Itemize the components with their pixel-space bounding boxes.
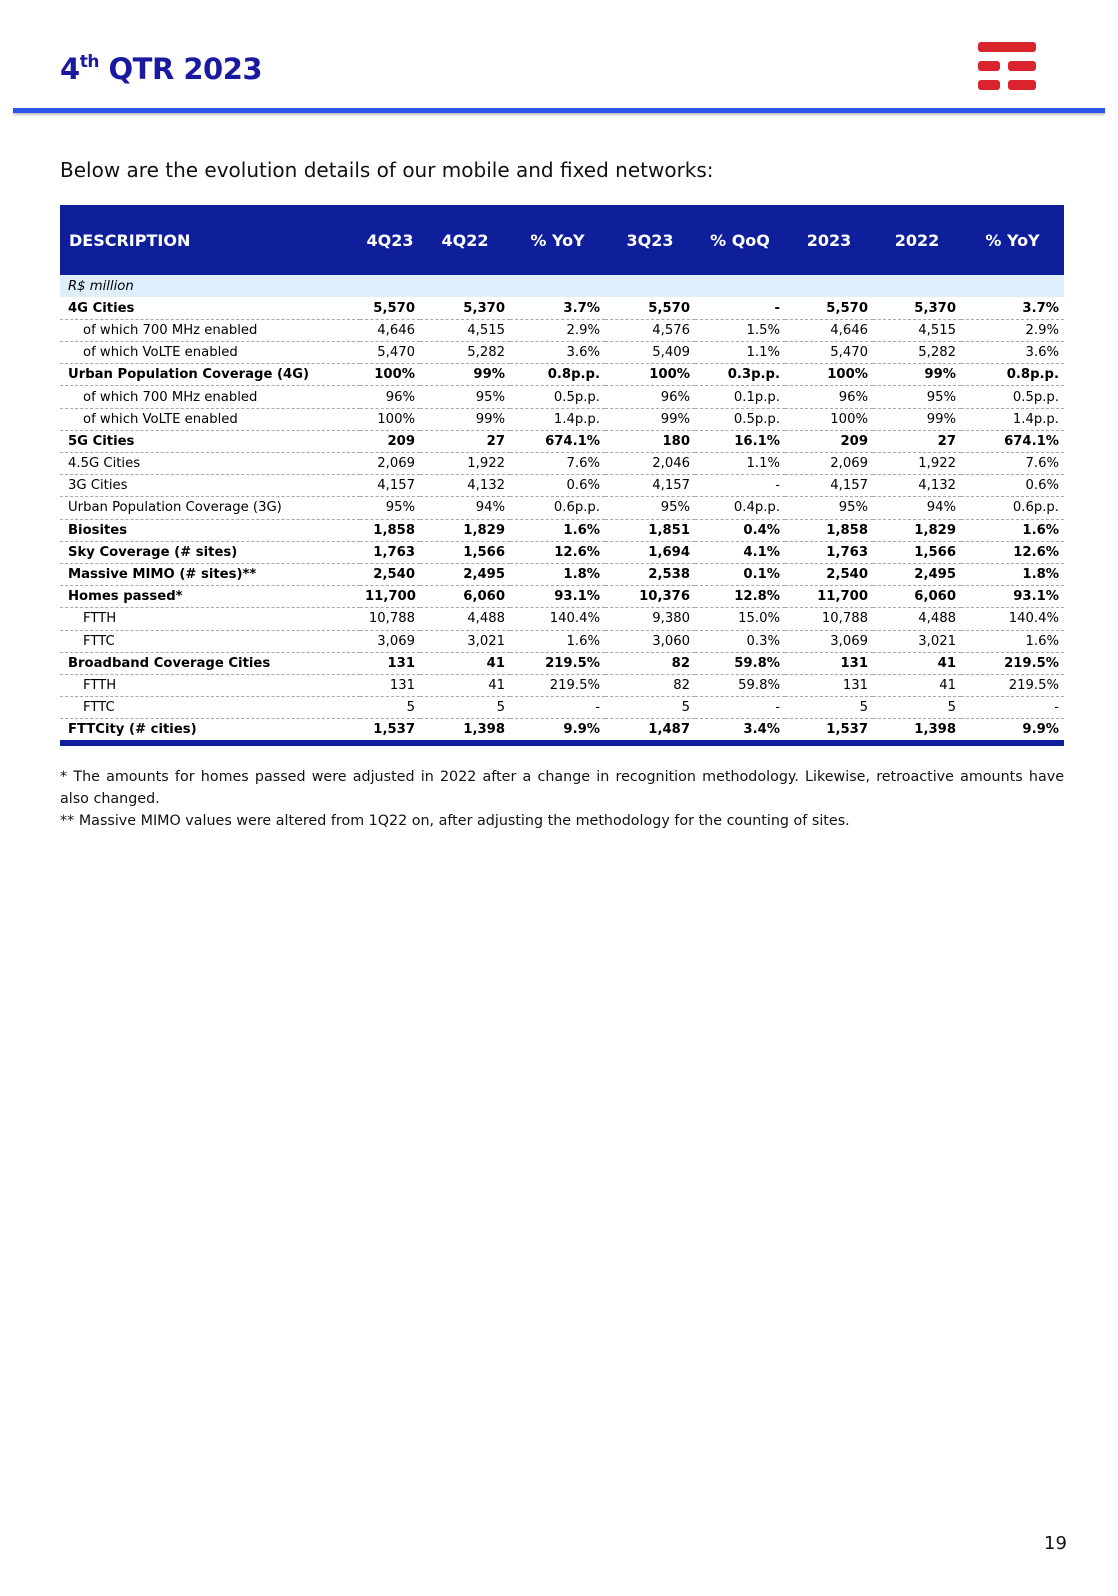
table-cell: 93.1%: [510, 586, 605, 608]
row-label: Homes passed*: [60, 586, 360, 608]
table-cell: 1.6%: [961, 519, 1064, 541]
page-title: 4th QTR 2023: [60, 52, 263, 86]
row-label: of which 700 MHz enabled: [60, 319, 360, 341]
table-cell: -: [695, 475, 785, 497]
table-cell: 10,788: [360, 608, 420, 630]
table-cell: 5,370: [873, 297, 961, 319]
table-cell: 99%: [420, 408, 510, 430]
table-cell: 1,694: [605, 541, 695, 563]
table-cell: 96%: [785, 386, 873, 408]
column-header: % YoY: [985, 230, 1040, 250]
table-cell: 5,370: [420, 297, 510, 319]
table-cell: 0.5p.p.: [961, 386, 1064, 408]
table-cell: 11,700: [785, 586, 873, 608]
column-header: % QoQ: [710, 230, 770, 250]
row-label: FTTC: [60, 630, 360, 652]
table-cell: 94%: [873, 497, 961, 519]
row-label: FTTC: [60, 697, 360, 719]
table-cell: 59.8%: [695, 652, 785, 674]
table-cell: 5: [873, 697, 961, 719]
table-cell: 6,060: [873, 586, 961, 608]
table-cell: 1.8%: [961, 563, 1064, 585]
table-cell: 5,470: [785, 342, 873, 364]
table-cell: 0.6p.p.: [510, 497, 605, 519]
table-cell: 2,495: [420, 563, 510, 585]
table-cell: 100%: [785, 364, 873, 386]
table-cell: 1.6%: [510, 630, 605, 652]
table-cell: 99%: [605, 408, 695, 430]
header-divider: [13, 108, 1105, 113]
table-row: [60, 497, 1064, 519]
table-cell: 1,851: [605, 519, 695, 541]
table-cell: -: [695, 297, 785, 319]
table-cell: 59.8%: [695, 674, 785, 696]
table-row: [60, 319, 1064, 341]
table-row: [60, 297, 1064, 319]
table-cell: 219.5%: [510, 652, 605, 674]
table-cell: 1,922: [873, 453, 961, 475]
intro-text: Below are the evolution details of our mobile and fixed networks:: [60, 158, 714, 182]
unit-row: [60, 275, 1064, 297]
table-cell: 0.4p.p.: [695, 497, 785, 519]
table-cell: 2,538: [605, 563, 695, 585]
row-label: of which VoLTE enabled: [60, 342, 360, 364]
table-cell: 7.6%: [961, 453, 1064, 475]
table-cell: 0.1p.p.: [695, 386, 785, 408]
column-header: 2023: [806, 230, 852, 250]
table-row: [60, 453, 1064, 475]
row-label: Sky Coverage (# sites): [60, 541, 360, 563]
table-cell: 100%: [360, 364, 420, 386]
table-cell: 1,398: [873, 719, 961, 744]
table-cell: 1,763: [785, 541, 873, 563]
table-cell: 4,646: [360, 319, 420, 341]
row-label: 4G Cities: [60, 297, 360, 319]
table-row: [60, 674, 1064, 696]
table-row: [60, 563, 1064, 585]
row-label: FTTH: [60, 674, 360, 696]
table-cell: 1.5%: [695, 319, 785, 341]
table-cell: 1,829: [873, 519, 961, 541]
table-cell: 94%: [420, 497, 510, 519]
table-cell: 674.1%: [961, 430, 1064, 452]
table-cell: 180: [605, 430, 695, 452]
row-label: Urban Population Coverage (4G): [60, 364, 360, 386]
table-cell: 219.5%: [510, 674, 605, 696]
table-cell: 1,829: [420, 519, 510, 541]
table-cell: 95%: [785, 497, 873, 519]
table-cell: 1,566: [420, 541, 510, 563]
table-cell: 131: [360, 652, 420, 674]
network-evolution-table: [60, 205, 1064, 746]
table-cell: 9.9%: [961, 719, 1064, 744]
table-row: [60, 519, 1064, 541]
table-cell: 82: [605, 674, 695, 696]
table-cell: 2,046: [605, 453, 695, 475]
table-cell: 3,021: [873, 630, 961, 652]
table-cell: 1,922: [420, 453, 510, 475]
footnotes: [60, 766, 1064, 832]
table-cell: 131: [785, 674, 873, 696]
table-row: [60, 408, 1064, 430]
table-cell: 4,157: [785, 475, 873, 497]
table-cell: 3.4%: [695, 719, 785, 744]
table-cell: 5,470: [360, 342, 420, 364]
row-label: of which 700 MHz enabled: [60, 386, 360, 408]
table-cell: 41: [873, 674, 961, 696]
table-cell: 219.5%: [961, 652, 1064, 674]
table-cell: 11,700: [360, 586, 420, 608]
table-row: [60, 342, 1064, 364]
table-cell: 4,157: [360, 475, 420, 497]
table-row: [60, 386, 1064, 408]
table-cell: 209: [785, 430, 873, 452]
row-label: 3G Cities: [60, 475, 360, 497]
table-cell: 2,540: [785, 563, 873, 585]
table-cell: 4,646: [785, 319, 873, 341]
table-cell: 1,487: [605, 719, 695, 744]
table-cell: 9.9%: [510, 719, 605, 744]
table-cell: 2,495: [873, 563, 961, 585]
table-cell: 99%: [873, 408, 961, 430]
table-cell: 95%: [360, 497, 420, 519]
table-row: [60, 364, 1064, 386]
column-header: % YoY: [530, 230, 585, 250]
table-cell: 3,021: [420, 630, 510, 652]
table-cell: 2.9%: [961, 319, 1064, 341]
table-cell: 5,570: [360, 297, 420, 319]
table-cell: 9,380: [605, 608, 695, 630]
table-cell: 131: [360, 674, 420, 696]
table-cell: 16.1%: [695, 430, 785, 452]
table-cell: 1,858: [360, 519, 420, 541]
table-cell: 4,488: [873, 608, 961, 630]
table-row: [60, 430, 1064, 452]
table-cell: 0.3p.p.: [695, 364, 785, 386]
table-cell: 1.4p.p.: [961, 408, 1064, 430]
table-cell: 1,398: [420, 719, 510, 744]
table-row: [60, 630, 1064, 652]
row-label: Biosites: [60, 519, 360, 541]
table-cell: 82: [605, 652, 695, 674]
table-cell: 1.6%: [961, 630, 1064, 652]
table-cell: 12.6%: [961, 541, 1064, 563]
table-cell: 1,858: [785, 519, 873, 541]
table-cell: 6,060: [420, 586, 510, 608]
table-cell: 2,069: [785, 453, 873, 475]
table-cell: 4,576: [605, 319, 695, 341]
table-cell: 3.7%: [961, 297, 1064, 319]
table-cell: 0.6%: [510, 475, 605, 497]
table-cell: 27: [873, 430, 961, 452]
table-cell: -: [961, 697, 1064, 719]
table-cell: 3,069: [785, 630, 873, 652]
row-label: Massive MIMO (# sites)**: [60, 563, 360, 585]
table-cell: 140.4%: [510, 608, 605, 630]
page-number: 19: [1044, 1533, 1067, 1554]
table-row: [60, 719, 1064, 744]
table-cell: 10,376: [605, 586, 695, 608]
table-cell: -: [695, 697, 785, 719]
table-cell: 5,282: [420, 342, 510, 364]
table-cell: 674.1%: [510, 430, 605, 452]
table-cell: 100%: [605, 364, 695, 386]
table-cell: 4,132: [420, 475, 510, 497]
table-cell: 2,540: [360, 563, 420, 585]
table-cell: 0.6p.p.: [961, 497, 1064, 519]
table-cell: 0.8p.p.: [510, 364, 605, 386]
table-cell: 41: [420, 674, 510, 696]
table-cell: 3.6%: [961, 342, 1064, 364]
table-cell: 1,537: [360, 719, 420, 744]
table-cell: 10,788: [785, 608, 873, 630]
table-cell: 5: [785, 697, 873, 719]
table-cell: 4,157: [605, 475, 695, 497]
unit-label: R$ million: [60, 275, 360, 297]
table-cell: 4,515: [873, 319, 961, 341]
table-cell: 0.8p.p.: [961, 364, 1064, 386]
table-cell: 5: [605, 697, 695, 719]
table-cell: 1,566: [873, 541, 961, 563]
table-cell: 1,763: [360, 541, 420, 563]
table-row: [60, 475, 1064, 497]
table-cell: 4.1%: [695, 541, 785, 563]
table-cell: 1.1%: [695, 342, 785, 364]
table-row: [60, 586, 1064, 608]
row-label: FTTCity (# cities): [60, 719, 360, 744]
table-cell: 95%: [605, 497, 695, 519]
table-cell: 5,570: [605, 297, 695, 319]
table-cell: 5,282: [873, 342, 961, 364]
table-cell: 15.0%: [695, 608, 785, 630]
table-cell: 3.6%: [510, 342, 605, 364]
footnote: * The amounts for homes passed were adjusted in 2022 after a change in recognition methodology. Likewise, retroactive amounts have also changed.: [60, 769, 1064, 807]
table-row: [60, 652, 1064, 674]
table-cell: 1,537: [785, 719, 873, 744]
row-label: Broadband Coverage Cities: [60, 652, 360, 674]
table-cell: 100%: [785, 408, 873, 430]
table-cell: 93.1%: [961, 586, 1064, 608]
table-cell: 4,488: [420, 608, 510, 630]
table-cell: 96%: [605, 386, 695, 408]
table-cell: 95%: [420, 386, 510, 408]
table-cell: 5,570: [785, 297, 873, 319]
column-header: 4Q23: [366, 230, 414, 250]
table-cell: -: [510, 697, 605, 719]
table-cell: 5: [360, 697, 420, 719]
table-body: [60, 275, 1064, 743]
table-cell: 0.5p.p.: [695, 408, 785, 430]
column-header: 4Q22: [441, 230, 489, 250]
column-header: 2022: [894, 230, 940, 250]
table-cell: 5,409: [605, 342, 695, 364]
row-label: of which VoLTE enabled: [60, 408, 360, 430]
table-cell: 0.1%: [695, 563, 785, 585]
table-cell: 3,069: [360, 630, 420, 652]
table-cell: 96%: [360, 386, 420, 408]
table-cell: 2.9%: [510, 319, 605, 341]
table-cell: 131: [785, 652, 873, 674]
table-cell: 209: [360, 430, 420, 452]
table-cell: 5: [420, 697, 510, 719]
table-cell: 41: [420, 652, 510, 674]
table-cell: 27: [420, 430, 510, 452]
table-cell: 1.6%: [510, 519, 605, 541]
column-header-description: DESCRIPTION: [69, 230, 191, 250]
table-cell: 0.4%: [695, 519, 785, 541]
table-cell: 1.4p.p.: [510, 408, 605, 430]
row-label: 5G Cities: [60, 430, 360, 452]
table-cell: 99%: [420, 364, 510, 386]
table-cell: 99%: [873, 364, 961, 386]
table-cell: 4,515: [420, 319, 510, 341]
row-label: FTTH: [60, 608, 360, 630]
table-cell: 95%: [873, 386, 961, 408]
table-cell: 41: [873, 652, 961, 674]
company-logo: [978, 42, 1036, 90]
table-cell: 1.1%: [695, 453, 785, 475]
table-cell: 0.6%: [961, 475, 1064, 497]
table-row: [60, 697, 1064, 719]
footnote: ** Massive MIMO values were altered from 1Q22 on, after adjusting the methodology for the counting of sites.: [60, 813, 850, 829]
table-cell: 3.7%: [510, 297, 605, 319]
row-label: 4.5G Cities: [60, 453, 360, 475]
table-cell: 7.6%: [510, 453, 605, 475]
table-cell: 0.5p.p.: [510, 386, 605, 408]
table-row: [60, 541, 1064, 563]
table-cell: 0.3%: [695, 630, 785, 652]
table-cell: 4,132: [873, 475, 961, 497]
table-cell: 3,060: [605, 630, 695, 652]
table-cell: 12.8%: [695, 586, 785, 608]
table-cell: 140.4%: [961, 608, 1064, 630]
table-cell: 12.6%: [510, 541, 605, 563]
column-header: 3Q23: [626, 230, 674, 250]
table-cell: 100%: [360, 408, 420, 430]
row-label: Urban Population Coverage (3G): [60, 497, 360, 519]
table-cell: 219.5%: [961, 674, 1064, 696]
table-header-row: [60, 205, 1064, 275]
table-cell: 1.8%: [510, 563, 605, 585]
table-row: [60, 608, 1064, 630]
table-cell: 2,069: [360, 453, 420, 475]
